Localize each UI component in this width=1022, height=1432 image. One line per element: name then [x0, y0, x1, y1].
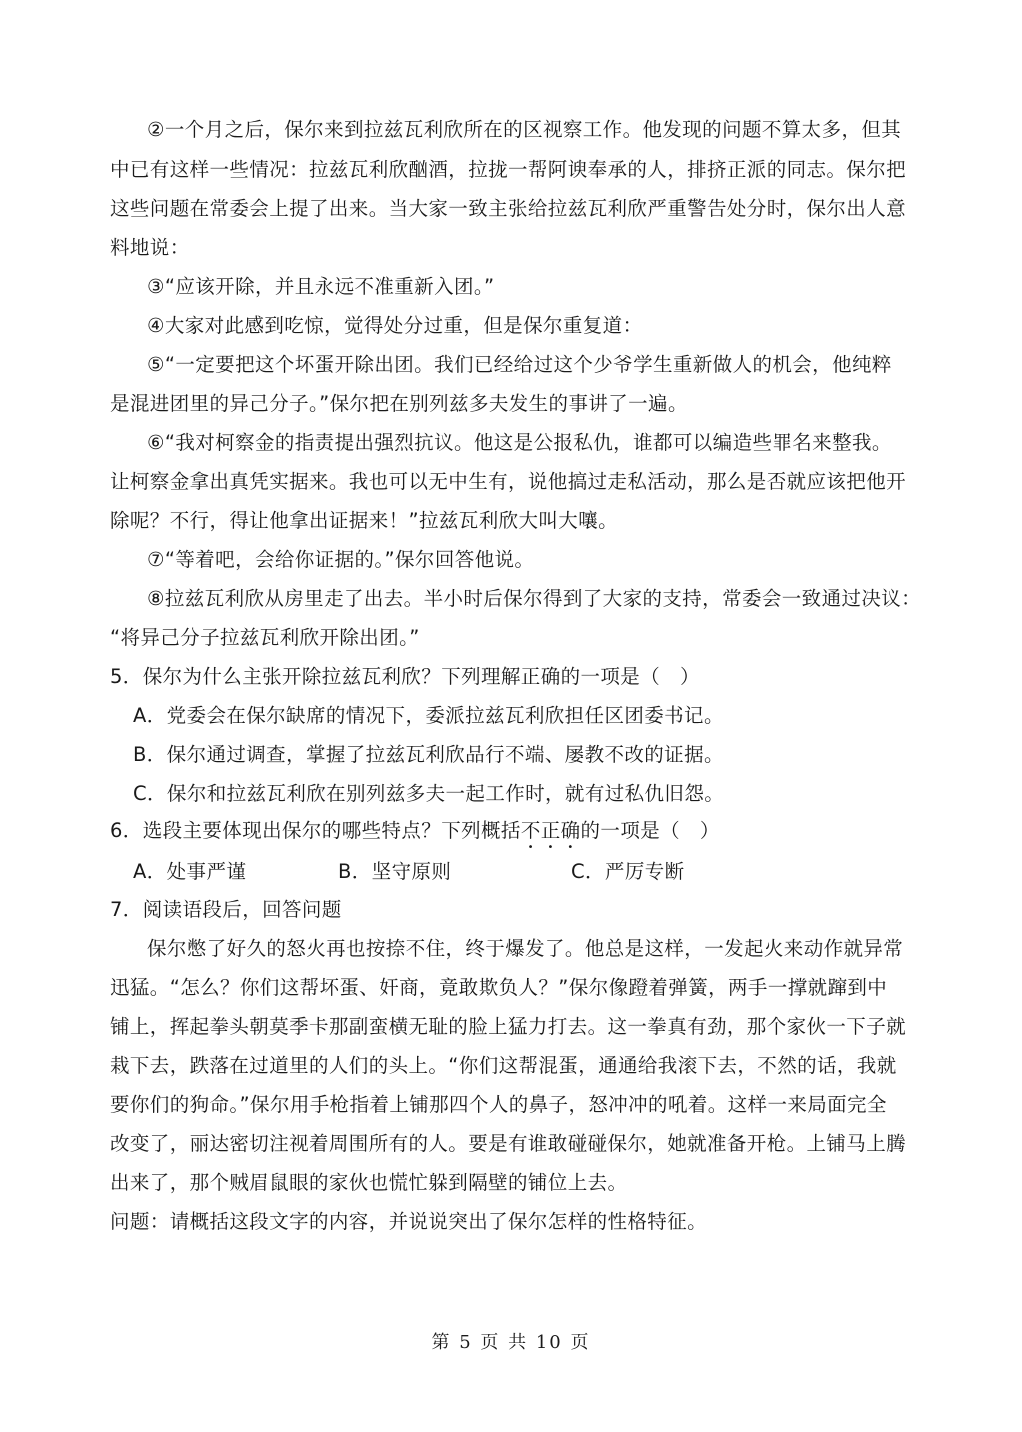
question-5-option-a: A．党委会在保尔缺席的情况下，委派拉兹瓦利欣担任区团委书记。	[133, 704, 724, 727]
question-5-stem: 5．保尔为什么主张开除拉兹瓦利欣？下列理解正确的一项是（ ）	[110, 665, 700, 688]
passage-line: ③“应该开除，并且永远不准重新入团。”	[147, 275, 495, 298]
passage-line: 改变了，丽达密切注视着周围所有的人。要是有谁敢碰碰保尔，她就准备开枪。上铺马上腾	[110, 1132, 907, 1155]
question-7-stem: 7．阅读语段后，回答问题	[110, 898, 342, 921]
question-5-option-c: C．保尔和拉兹瓦利欣在别列兹多夫一起工作时，就有过私仇旧怨。	[133, 782, 725, 805]
question-7-question: 问题：请概括这段文字的内容，并说说突出了保尔怎样的性格特征。	[110, 1210, 708, 1233]
passage-line: ⑧拉兹瓦利欣从房里走了出去。半小时后保尔得到了大家的支持，常委会一致通过决议：	[147, 587, 922, 610]
passage-line: 出来了，那个贼眉鼠眼的家伙也慌忙躲到隔壁的铺位上去。	[110, 1171, 628, 1194]
passage-line: 栽下去，跌落在过道里的人们的头上。“你们这帮混蛋，通通给我滚下去，不然的话，我就	[110, 1054, 897, 1077]
question-6-stem-end: 的一项是（ ）	[580, 819, 720, 842]
passage-line: 料地说：	[110, 236, 190, 259]
page-number-footer: 第 5 页 共 10 页	[431, 1332, 591, 1353]
passage-line: 除呢？不行，得让他拿出证据来！”拉兹瓦利欣大叫大嚷。	[110, 509, 619, 532]
question-6-option-c: C．严厉专断	[571, 860, 685, 883]
passage-line: 保尔憋了好久的怒火再也按捺不住，终于爆发了。他总是这样，一发起火来动作就异常	[147, 937, 904, 960]
question-6-stem	[110, 811, 920, 853]
question-6-options	[133, 852, 943, 891]
question-6-stem-start: 6．选段主要体现出保尔的哪些特点？下列概括	[110, 819, 521, 842]
passage-line: 中已有这样一些情况：拉兹瓦利欣酗酒，拉拢一帮阿谀奉承的人，排挤正派的同志。保尔把	[110, 158, 907, 181]
passage-line: ②一个月之后，保尔来到拉兹瓦利欣所在的区视察工作。他发现的问题不算太多，但其	[147, 118, 902, 141]
passage-line: 让柯察金拿出真凭实据来。我也可以无中生有，说他搞过走私活动，那么是否就应该把他开	[110, 470, 907, 493]
passage-line: ⑥“我对柯察金的指责提出强烈抗议。他这是公报私仇，谁都可以编造些罪名来整我。	[147, 431, 892, 454]
passage-line: ⑤“一定要把这个坏蛋开除出团。我们已经给过这个少爷学生重新做人的机会，他纯粹	[147, 353, 892, 376]
question-6-emphasis: 不正确	[520, 819, 581, 842]
passage-line: ⑦“等着吧，会给你证据的。”保尔回答他说。	[147, 548, 535, 571]
question-6-option-a: A．处事严谨	[133, 860, 247, 883]
passage-line: ④大家对此感到吃惊，觉得处分过重，但是保尔重复道：	[147, 314, 643, 337]
question-6-option-b: B．坚守原则	[338, 860, 452, 883]
question-5-option-b: B．保尔通过调查，掌握了拉兹瓦利欣品行不端、屡教不改的证据。	[133, 743, 724, 766]
passage-line: 这些问题在常委会上提了出来。当大家一致主张给拉兹瓦利欣严重警告处分时，保尔出人意	[110, 197, 907, 220]
passage-line: “将异己分子拉兹瓦利欣开除出团。”	[110, 626, 420, 649]
passage-line: 要你们的狗命。”保尔用手枪指着上铺那四个人的鼻子，怒冲冲的吼着。这样一来局面完全	[110, 1093, 887, 1116]
passage-line: 迅猛。“怎么？你们这帮坏蛋、奸商，竟敢欺负人？”保尔像蹬着弹簧，两手一撑就蹿到中	[110, 976, 888, 999]
passage-line: 是混进团里的异己分子。”保尔把在别列兹多夫发生的事讲了一遍。	[110, 392, 688, 415]
passage-line: 铺上，挥起拳头朝莫季卡那副蛮横无耻的脸上猛力打去。这一拳真有劲，那个家伙一下子就	[110, 1015, 907, 1038]
